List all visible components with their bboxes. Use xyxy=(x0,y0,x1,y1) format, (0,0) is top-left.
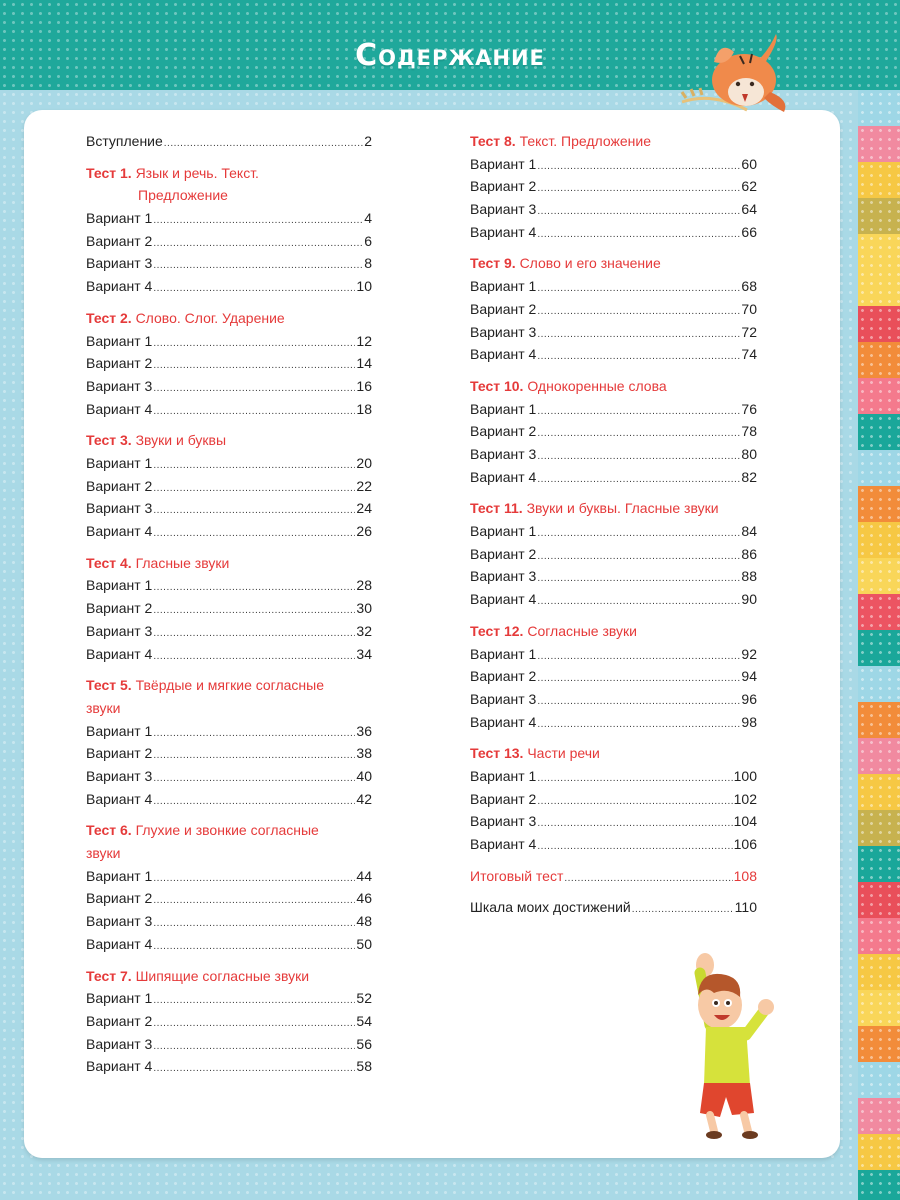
page-number: 90 xyxy=(741,591,757,608)
leader-dots xyxy=(153,455,355,478)
leader-dots xyxy=(153,500,355,523)
page-number: 62 xyxy=(741,178,757,195)
test-number: Тест 2. xyxy=(86,309,132,326)
variant-label: Вариант 3 xyxy=(86,500,153,517)
toc-entry-variant[interactable] xyxy=(470,420,757,443)
test-title: Язык и речь. Текст. xyxy=(135,164,259,181)
toc-entry-variant[interactable] xyxy=(86,207,372,230)
leader-dots xyxy=(537,469,740,492)
toc-entry-variant[interactable] xyxy=(470,275,757,298)
test-title: Слово и его значение xyxy=(519,255,661,272)
page-number: 24 xyxy=(356,500,372,517)
leader-dots xyxy=(537,178,740,201)
test-number: Тест 9. xyxy=(470,255,516,272)
variant-label: Вариант 2 xyxy=(470,423,537,440)
test-title-continuation: звуки xyxy=(86,699,121,716)
variant-label: Вариант 2 xyxy=(86,355,153,372)
page-number: 22 xyxy=(356,477,372,494)
test-number: Тест 6. xyxy=(86,822,132,839)
leader-dots xyxy=(153,1013,355,1036)
test-section-heading[interactable] xyxy=(86,429,372,452)
toc-entry-final-test[interactable]: Итоговый тест ..... 108 xyxy=(470,865,757,888)
test-section-heading[interactable] xyxy=(470,252,757,275)
page-number: 48 xyxy=(356,913,372,930)
leader-dots xyxy=(537,791,732,814)
page-number: 106 xyxy=(733,836,757,853)
toc-entry-variant[interactable] xyxy=(86,275,372,298)
page-number: 60 xyxy=(741,155,757,172)
toc-entry-achievements[interactable]: Шкала моих достижений ..... 110 xyxy=(470,896,757,919)
toc-entry-variant[interactable] xyxy=(86,765,372,788)
page-number: 20 xyxy=(356,455,372,471)
leader-dots xyxy=(632,899,734,922)
toc-entry-variant[interactable] xyxy=(470,520,757,543)
toc-entry-variant[interactable] xyxy=(470,175,757,198)
page-number: 4 xyxy=(364,210,372,227)
variant-label: Вариант 3 xyxy=(470,568,537,585)
variant-label: Вариант 2 xyxy=(470,178,537,195)
leader-dots xyxy=(537,646,740,669)
page-number: 98 xyxy=(741,713,757,730)
leader-dots xyxy=(564,868,732,891)
page-number: 18 xyxy=(356,400,372,417)
page-number: 76 xyxy=(741,400,757,417)
variant-label: Вариант 4 xyxy=(86,1058,153,1075)
page-number: 14 xyxy=(356,355,372,372)
page-number: 38 xyxy=(356,745,372,762)
toc-entry-variant[interactable] xyxy=(86,375,372,398)
leader-dots xyxy=(537,301,740,324)
test-title: Звуки и буквы. Гласные звуки xyxy=(526,500,719,517)
leader-dots xyxy=(153,990,355,1013)
leader-dots xyxy=(153,378,355,401)
leader-dots xyxy=(153,745,355,768)
toc-entry-variant[interactable] xyxy=(86,620,372,643)
test-title-continuation: Предложение xyxy=(138,187,228,204)
page-number: 42 xyxy=(356,790,372,807)
test-number: Тест 13. xyxy=(470,745,524,762)
leader-dots xyxy=(153,523,355,546)
variant-label: Вариант 2 xyxy=(470,790,537,807)
variant-label: Вариант 2 xyxy=(470,668,537,685)
toc-entry-variant[interactable] xyxy=(86,475,372,498)
test-title: Глухие и звонкие согласные xyxy=(135,822,319,839)
page-number: 80 xyxy=(741,445,757,462)
leader-dots xyxy=(153,210,363,233)
variant-label: Вариант 3 xyxy=(470,201,537,218)
page-number: 28 xyxy=(356,577,372,594)
leader-dots xyxy=(153,768,355,791)
variant-label: Вариант 3 xyxy=(86,255,153,272)
test-section-heading[interactable] xyxy=(86,307,372,330)
variant-label: Вариант 4 xyxy=(86,523,153,540)
boy-illustration xyxy=(670,935,790,1140)
test-section-heading[interactable] xyxy=(86,162,372,207)
test-title: Звуки и буквы xyxy=(135,432,227,449)
variant-label: Вариант 4 xyxy=(470,468,537,485)
leader-dots xyxy=(153,646,355,669)
variant-label: Вариант 2 xyxy=(86,745,153,762)
page-number: 88 xyxy=(741,568,757,585)
leader-dots xyxy=(537,346,740,369)
test-title: Части речи xyxy=(527,745,600,762)
contents-left-column xyxy=(86,130,372,1078)
toc-entry-variant[interactable] xyxy=(470,298,757,321)
variant-label: Вариант 2 xyxy=(86,477,153,494)
variant-label: Вариант 4 xyxy=(470,346,537,363)
toc-entry-variant[interactable] xyxy=(470,688,757,711)
page-number: 40 xyxy=(356,767,372,784)
toc-entry-variant[interactable] xyxy=(470,588,757,611)
leader-dots xyxy=(537,813,732,836)
toc-entry-variant[interactable] xyxy=(470,765,757,788)
toc-entry-variant[interactable] xyxy=(86,933,372,956)
toc-entry-variant[interactable] xyxy=(86,452,372,475)
variant-label: Вариант 1 xyxy=(86,210,153,227)
toc-entry-variant[interactable] xyxy=(86,1033,372,1056)
toc-entry-variant[interactable] xyxy=(86,252,372,275)
page-number: 10 xyxy=(356,278,372,295)
test-title-continuation: звуки xyxy=(86,845,121,862)
variant-label: Вариант 3 xyxy=(86,622,153,639)
page-number: 56 xyxy=(356,1035,372,1052)
leader-dots xyxy=(153,623,355,646)
leader-dots xyxy=(537,401,740,424)
test-number: Тест 5. xyxy=(86,677,132,694)
leader-dots xyxy=(537,546,740,569)
leader-dots xyxy=(153,913,355,936)
variant-label: Вариант 1 xyxy=(470,155,537,172)
test-section-heading[interactable] xyxy=(86,819,372,864)
toc-entry-variant[interactable] xyxy=(470,565,757,588)
page-number: 6 xyxy=(364,232,372,249)
page-number: 102 xyxy=(733,790,757,807)
page-number: 74 xyxy=(741,346,757,363)
test-section-heading[interactable] xyxy=(470,375,757,398)
leader-dots xyxy=(537,691,740,714)
variant-label: Вариант 1 xyxy=(86,577,153,594)
variant-label: Вариант 1 xyxy=(86,722,153,739)
toc-entry-variant[interactable] xyxy=(470,321,757,344)
test-section-heading[interactable] xyxy=(470,130,757,153)
toc-entry-variant[interactable] xyxy=(86,330,372,353)
leader-dots xyxy=(537,324,740,347)
toc-entry-variant[interactable] xyxy=(470,810,757,833)
leader-dots xyxy=(537,423,740,446)
page-number: 82 xyxy=(741,468,757,485)
variant-label: Вариант 1 xyxy=(470,767,537,784)
leader-dots xyxy=(537,224,740,247)
variant-label: Вариант 1 xyxy=(86,867,153,884)
toc-entry-variant[interactable] xyxy=(86,520,372,543)
test-title: Слово. Слог. Ударение xyxy=(135,309,285,326)
toc-entry-variant[interactable] xyxy=(86,720,372,743)
leader-dots xyxy=(153,278,355,301)
leader-dots xyxy=(537,768,732,791)
toc-entry-variant[interactable] xyxy=(470,398,757,421)
test-section-heading[interactable] xyxy=(86,552,372,575)
leader-dots xyxy=(537,156,740,179)
variant-label: Вариант 4 xyxy=(470,591,537,608)
page-number: 52 xyxy=(356,990,372,1007)
leader-dots xyxy=(164,133,363,156)
test-title: Согласные звуки xyxy=(527,622,637,639)
toc-entry-variant[interactable] xyxy=(86,597,372,620)
page-number: 84 xyxy=(741,523,757,540)
test-number: Тест 8. xyxy=(470,133,516,149)
leader-dots xyxy=(153,600,355,623)
variant-label: Вариант 3 xyxy=(470,813,537,830)
variant-label: Вариант 1 xyxy=(86,990,153,1007)
test-number: Тест 11. xyxy=(470,500,523,517)
variant-label: Вариант 2 xyxy=(86,232,153,249)
variant-label: Вариант 1 xyxy=(470,278,537,295)
toc-entry-variant[interactable] xyxy=(470,466,757,489)
variant-label: Вариант 4 xyxy=(470,713,537,730)
page-number: 12 xyxy=(356,332,372,349)
test-title: Гласные звуки xyxy=(135,554,230,571)
page-number: 86 xyxy=(741,545,757,562)
toc-entry-variant[interactable] xyxy=(86,910,372,933)
page-number: 8 xyxy=(364,255,372,272)
page-number: 94 xyxy=(741,668,757,685)
page-number: 78 xyxy=(741,423,757,440)
test-number: Тест 12. xyxy=(470,622,524,639)
test-title: Шипящие согласные звуки xyxy=(135,967,310,984)
test-title: Однокоренные слова xyxy=(527,377,667,394)
toc-entry-variant[interactable] xyxy=(86,865,372,888)
variant-label: Вариант 1 xyxy=(470,645,537,662)
leader-dots xyxy=(153,1058,355,1081)
page-number: 92 xyxy=(741,645,757,662)
test-section-heading[interactable] xyxy=(470,620,757,643)
test-number: Тест 10. xyxy=(470,377,524,394)
variant-label: Вариант 3 xyxy=(86,1035,153,1052)
variant-label: Вариант 4 xyxy=(470,836,537,853)
variant-label: Вариант 4 xyxy=(86,278,153,295)
toc-entry-variant[interactable] xyxy=(470,221,757,244)
toc-entry-variant[interactable] xyxy=(86,497,372,520)
leader-dots xyxy=(153,478,355,501)
variant-label: Вариант 3 xyxy=(86,377,153,394)
toc-entry-variant[interactable] xyxy=(470,543,757,566)
variant-label: Вариант 1 xyxy=(470,523,537,540)
toc-entry-variant[interactable] xyxy=(470,153,757,176)
leader-dots xyxy=(537,591,740,614)
toc-entry-variant[interactable] xyxy=(470,665,757,688)
page-number: 50 xyxy=(356,935,372,952)
variant-label: Вариант 4 xyxy=(86,400,153,417)
toc-entry-variant[interactable] xyxy=(86,643,372,666)
toc-entry-variant[interactable] xyxy=(86,574,372,597)
toc-entry-variant[interactable] xyxy=(86,398,372,421)
page-number: 96 xyxy=(741,690,757,707)
toc-entry-variant[interactable] xyxy=(470,343,757,366)
variant-label: Вариант 3 xyxy=(470,690,537,707)
page-number: 100 xyxy=(733,767,757,784)
toc-entry-variant[interactable] xyxy=(86,887,372,910)
contents-right-column xyxy=(470,130,757,919)
leader-dots xyxy=(153,255,363,278)
page-number: 72 xyxy=(741,323,757,340)
page-number: 26 xyxy=(356,523,372,540)
page-number: 54 xyxy=(356,1012,372,1029)
page-number: 66 xyxy=(741,223,757,240)
page-number: 68 xyxy=(741,278,757,295)
variant-label: Вариант 2 xyxy=(86,600,153,617)
page-number: 34 xyxy=(356,645,372,662)
toc-entry-variant[interactable] xyxy=(86,987,372,1010)
variant-label: Вариант 2 xyxy=(470,300,537,317)
test-number: Тест 7. xyxy=(86,967,132,984)
variant-label: Вариант 3 xyxy=(86,913,153,930)
test-section-heading[interactable] xyxy=(470,497,757,520)
toc-entry-variant[interactable] xyxy=(86,742,372,765)
toc-entry-variant[interactable] xyxy=(86,1010,372,1033)
page-number: 36 xyxy=(356,722,372,739)
variant-label: Вариант 4 xyxy=(470,223,537,240)
leader-dots xyxy=(537,668,740,691)
test-section-heading[interactable] xyxy=(86,965,372,988)
leader-dots xyxy=(153,936,355,959)
variant-label: Вариант 1 xyxy=(86,332,153,349)
leader-dots xyxy=(153,1036,355,1059)
test-section-heading[interactable] xyxy=(470,742,757,765)
page-number: 58 xyxy=(356,1058,372,1075)
test-number: Тест 3. xyxy=(86,432,132,449)
variant-label: Вариант 2 xyxy=(86,890,153,907)
toc-entry-variant[interactable] xyxy=(86,230,372,253)
leader-dots xyxy=(153,890,355,913)
test-number: Тест 4. xyxy=(86,554,132,571)
leader-dots xyxy=(537,201,740,224)
side-stripes xyxy=(858,90,900,1200)
page-number: 44 xyxy=(356,867,372,884)
toc-entry-variant[interactable] xyxy=(470,788,757,811)
variant-label: Вариант 1 xyxy=(86,455,153,471)
variant-label: Вариант 1 xyxy=(470,400,537,417)
leader-dots xyxy=(153,577,355,600)
leader-dots xyxy=(153,791,355,814)
variant-label: Вариант 3 xyxy=(86,767,153,784)
toc-entry-variant[interactable] xyxy=(470,833,757,856)
leader-dots xyxy=(537,446,740,469)
leader-dots xyxy=(537,714,740,737)
leader-dots xyxy=(153,868,355,891)
variant-label: Вариант 4 xyxy=(86,790,153,807)
toc-entry-intro[interactable]: Вступление ..... 2 xyxy=(86,130,372,153)
leader-dots xyxy=(537,836,732,859)
page-number: 104 xyxy=(733,813,757,830)
toc-entry-variant[interactable] xyxy=(86,788,372,811)
test-title: Твёрдые и мягкие согласные xyxy=(135,677,325,694)
variant-label: Вариант 3 xyxy=(470,445,537,462)
page-number: 64 xyxy=(741,201,757,218)
leader-dots xyxy=(153,401,355,424)
page-number: 30 xyxy=(356,600,372,617)
leader-dots xyxy=(537,278,740,301)
toc-entry-variant[interactable] xyxy=(86,1055,372,1078)
toc-entry-variant[interactable] xyxy=(470,711,757,734)
toc-entry-variant[interactable] xyxy=(86,352,372,375)
leader-dots xyxy=(153,355,355,378)
leader-dots xyxy=(537,523,740,546)
test-title: Текст. Предложение xyxy=(519,133,651,149)
leader-dots xyxy=(537,568,740,591)
variant-label: Вариант 4 xyxy=(86,645,153,662)
toc-entry-variant[interactable] xyxy=(470,643,757,666)
page-number: 32 xyxy=(356,622,372,639)
leader-dots xyxy=(153,333,355,356)
test-number: Тест 1. xyxy=(86,164,132,181)
page-number: 70 xyxy=(741,300,757,317)
toc-entry-variant[interactable] xyxy=(470,198,757,221)
variant-label: Вариант 3 xyxy=(470,323,537,340)
toc-entry-variant[interactable] xyxy=(470,443,757,466)
leader-dots xyxy=(153,233,363,256)
page-number: 46 xyxy=(356,890,372,907)
variant-label: Вариант 2 xyxy=(86,1012,153,1029)
bird-illustration xyxy=(672,22,792,140)
leader-dots xyxy=(153,723,355,746)
variant-label: Вариант 4 xyxy=(86,935,153,952)
variant-label: Вариант 2 xyxy=(470,545,537,562)
page-title: Содержание xyxy=(355,38,545,73)
test-section-heading[interactable] xyxy=(86,674,372,719)
page-number: 16 xyxy=(356,377,372,394)
